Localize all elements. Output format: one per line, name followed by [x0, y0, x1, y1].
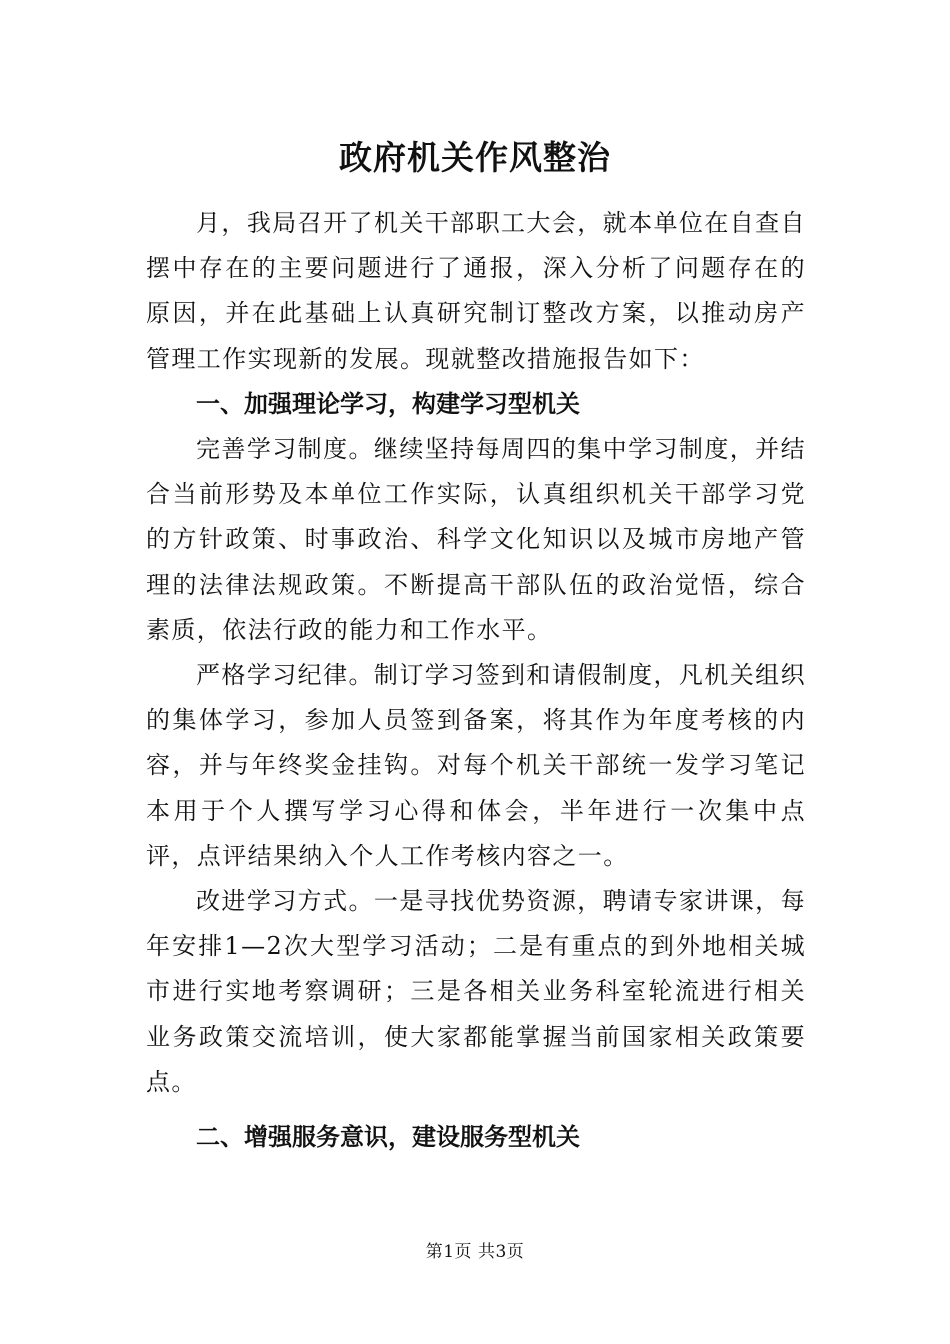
paragraph-study-method: 改进学习方式。一是寻找优势资源，聘请专家讲课，每年安排1—2次大型学习活动；二是有重点的到外地相关城市进行实地考察调研；三是各相关业务科室轮流进行相关业务政策交流培训，使大家都能掌握当前国家相关政策要点。: [146, 887, 806, 1096]
paragraph-study-system: 完善学习制度。继续坚持每周四的集中学习制度，并结合当前形势及本单位工作实际，认真组织机关干部学习党的方针政策、时事政治、科学文化知识以及城市房地产管理的法律法规政策。不断提高干部队伍的政治觉悟，综合素质，依法行政的能力和工作水平。: [146, 435, 806, 644]
document-title: 政府机关作风整治: [339, 138, 611, 177]
intro-paragraph: 月，我局召开了机关干部职工大会，就本单位在自查自摆中存在的主要问题进行了通报，深入分析了问题存在的原因，并在此基础上认真研究制订整改方案，以推动房产管理工作实现新的发展。现就整改措施报告如下：: [146, 209, 806, 373]
section-heading-1: 一、加强理论学习，构建学习型机关: [196, 389, 580, 418]
document-body: [146, 201, 806, 1160]
page-footer: 第1页 共3页: [425, 1242, 525, 1262]
paragraph-study-discipline: 严格学习纪律。制订学习签到和请假制度，凡机关组织的集体学习，参加人员签到备案，将其作为年度考核的内容，并与年终奖金挂钩。对每个机关干部统一发学习笔记本用于个人撰写学习心得和体会，半年进行一次集中点评，点评结果纳入个人工作考核内容之一。: [146, 661, 806, 870]
section-heading-2: 二、增强服务意识，建设服务型机关: [196, 1123, 580, 1152]
